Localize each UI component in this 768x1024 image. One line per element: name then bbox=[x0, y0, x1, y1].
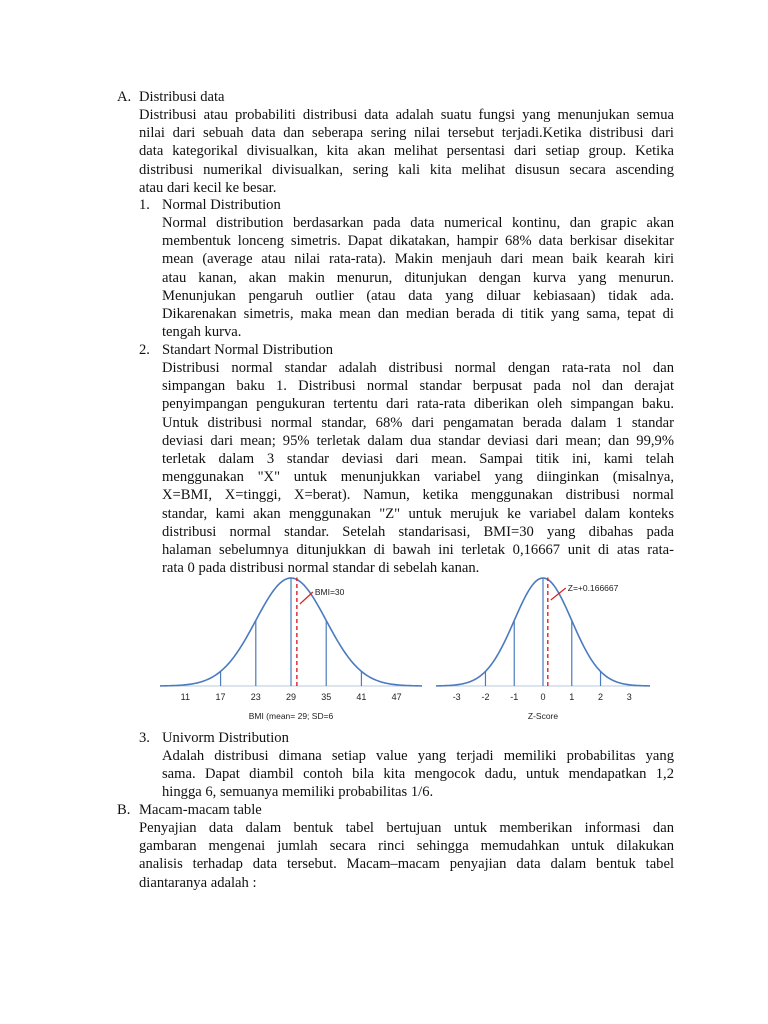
paragraph-line: tengah kurva. bbox=[162, 324, 242, 341]
paragraph-line: menggunakan "X" untuk menunjukkan variabel yang diinginkan (misalnya, bbox=[162, 469, 674, 486]
paragraph-line: distribusi numerikal divisualkan, sering kali kita melihat disusun secara ascending bbox=[139, 161, 674, 178]
x-tick-label: 17 bbox=[215, 692, 226, 702]
x-axis-label: BMI (mean= 29; SD=6 bbox=[248, 711, 334, 721]
paragraph-line: atau dari kecil ke besar. bbox=[139, 179, 277, 196]
x-tick-label: 47 bbox=[391, 692, 402, 702]
x-tick-label: -2 bbox=[481, 692, 490, 702]
section-a-marker: A. bbox=[117, 89, 132, 105]
z-score-normal-distribution-chart bbox=[436, 574, 650, 726]
item-3-heading: Univorm Distribution bbox=[162, 730, 289, 746]
section-b-heading: Macam-macam table bbox=[139, 802, 262, 818]
paragraph-line: rata 0 pada distribusi normal standar di sebelah kanan. bbox=[162, 560, 480, 577]
item-2-marker: 2. bbox=[139, 342, 150, 358]
x-tick-label: 3 bbox=[626, 692, 632, 702]
paragraph-line: Menunjukan pengaruh outlier (atau data yang diluar kebiasaan) tidak ada. bbox=[162, 287, 674, 304]
item-3-marker: 3. bbox=[139, 730, 150, 746]
section-b-paragraph bbox=[139, 819, 674, 892]
paragraph-line: Distribusi normal standar adalah distribusi normal dengan rata-rata nol dan bbox=[162, 360, 674, 376]
paragraph-line: Distribusi atau probabiliti distribusi data adalah suatu fungsi yang menunjukan semua bbox=[139, 107, 674, 123]
paragraph-line: sama. Dapat diambil contoh bila kita mengocok dadu, untuk mendapatkan 1,2 bbox=[162, 766, 674, 783]
paragraph-line: Untuk distribusi normal standar, 68% dari pengamatan berada dalam 1 standar bbox=[162, 414, 674, 431]
section-b-marker: B. bbox=[117, 802, 131, 818]
paragraph-line: halaman sebelumnya ditunjukkan di bawah ini terletak 0,16667 unit di atas rata- bbox=[162, 542, 674, 559]
paragraph-line: simpangan baku 1. Distribusi normal standar berpusat pada nol dan derajat bbox=[162, 378, 674, 395]
x-tick-label: 29 bbox=[285, 692, 297, 702]
paragraph-line: Normal distribution berdasarkan pada data numerical kontinu, dan grapic akan bbox=[162, 215, 674, 231]
paragraph-line: standar, kami akan menggunakan "Z" untuk merujuk ke variabel dalam konteks bbox=[162, 505, 674, 522]
paragraph-line: deviasi dari mean; 95% terletak dalam dua standar deviasi dari mean; dan 99,9% bbox=[162, 432, 674, 449]
x-tick-label: 1 bbox=[569, 692, 575, 702]
paragraph-line: Adalah distribusi dimana setiap value yang terjadi memiliki probabilitas yang bbox=[162, 748, 674, 764]
paragraph-line: gambaran mengenai jumlah secara rinci sehingga memudahkan untuk dilakukan bbox=[139, 838, 674, 855]
annotation-pointer bbox=[551, 588, 566, 600]
section-a-heading: Distribusi data bbox=[139, 89, 225, 105]
section-a-paragraph bbox=[139, 106, 674, 197]
paragraph-line: analisis terhadap data tersebut. Macam–macam penyajian data dalam bentuk tabel bbox=[139, 856, 674, 873]
paragraph-line: Penyajian data dalam bentuk tabel bertujuan untuk memberikan informasi dan bbox=[139, 820, 674, 836]
x-tick-label: 11 bbox=[180, 692, 191, 702]
annotation-pointer bbox=[300, 592, 313, 604]
x-tick-label: 0 bbox=[540, 692, 546, 702]
paragraph-line: nilai dari sebuah data dan seberapa sering nilai tersebut terjadi.Ketika distribusi dari bbox=[139, 125, 674, 142]
paragraph-line: terletak dalam 3 standar deviasi dari mean. Sampai titik ini, kami telah bbox=[162, 451, 674, 468]
paragraph-line: penyimpangan pengukuran tertentu dari rata-rata diberikan oleh simpangan baku. bbox=[162, 396, 674, 413]
annotation-label: BMI=30 bbox=[314, 587, 345, 597]
paragraph-line: atau kanan, akan makin menurun, ditunjukan dengan kurva yang menurun. bbox=[162, 269, 674, 286]
item-2-paragraph bbox=[162, 359, 674, 577]
paragraph-line: hingga 6, semuanya memiliki probabilitas 1/6. bbox=[162, 784, 434, 801]
paragraph-line: data kategorikal divisualkan, kita akan melihat persentasi dari setiap group. Ketika bbox=[139, 143, 674, 160]
x-tick-label: 41 bbox=[356, 692, 367, 702]
bmi-normal-distribution-chart bbox=[160, 574, 422, 726]
paragraph-line: Dikarenakan simetris, maka mean dan median berada di titik yang sama, tepat di bbox=[162, 306, 674, 323]
item-1-paragraph bbox=[162, 214, 674, 341]
item-1-heading: Normal Distribution bbox=[162, 197, 281, 213]
item-2-heading: Standart Normal Distribution bbox=[162, 342, 334, 358]
paragraph-line: distribusi normal standar. Setelah standarisasi, BMI=30 yang dibahas pada bbox=[162, 523, 674, 540]
paragraph-line: membentuk lonceng simetris. Dapat dikatakan, hampir 68% data berkisar disekitar bbox=[162, 233, 674, 250]
x-tick-label: -1 bbox=[510, 692, 519, 702]
paragraph-line: mean (average atau nilai rata-rata). Makin menjauh dari mean baik kearah kiri bbox=[162, 251, 674, 268]
paragraph-line: X=BMI, X=tinggi, X=berat). Namun, ketika menggunakan distribusi normal bbox=[162, 487, 674, 504]
x-tick-label: 35 bbox=[321, 692, 332, 702]
item-1-marker: 1. bbox=[139, 197, 150, 213]
paragraph-line: diantaranya adalah : bbox=[139, 874, 257, 891]
x-tick-label: 23 bbox=[250, 692, 261, 702]
x-axis-label: Z-Score bbox=[527, 711, 559, 721]
x-tick-label: -3 bbox=[452, 692, 461, 702]
x-tick-label: 2 bbox=[598, 692, 604, 702]
annotation-label: Z=+0.166667 bbox=[567, 583, 619, 593]
item-3-paragraph bbox=[162, 747, 674, 802]
